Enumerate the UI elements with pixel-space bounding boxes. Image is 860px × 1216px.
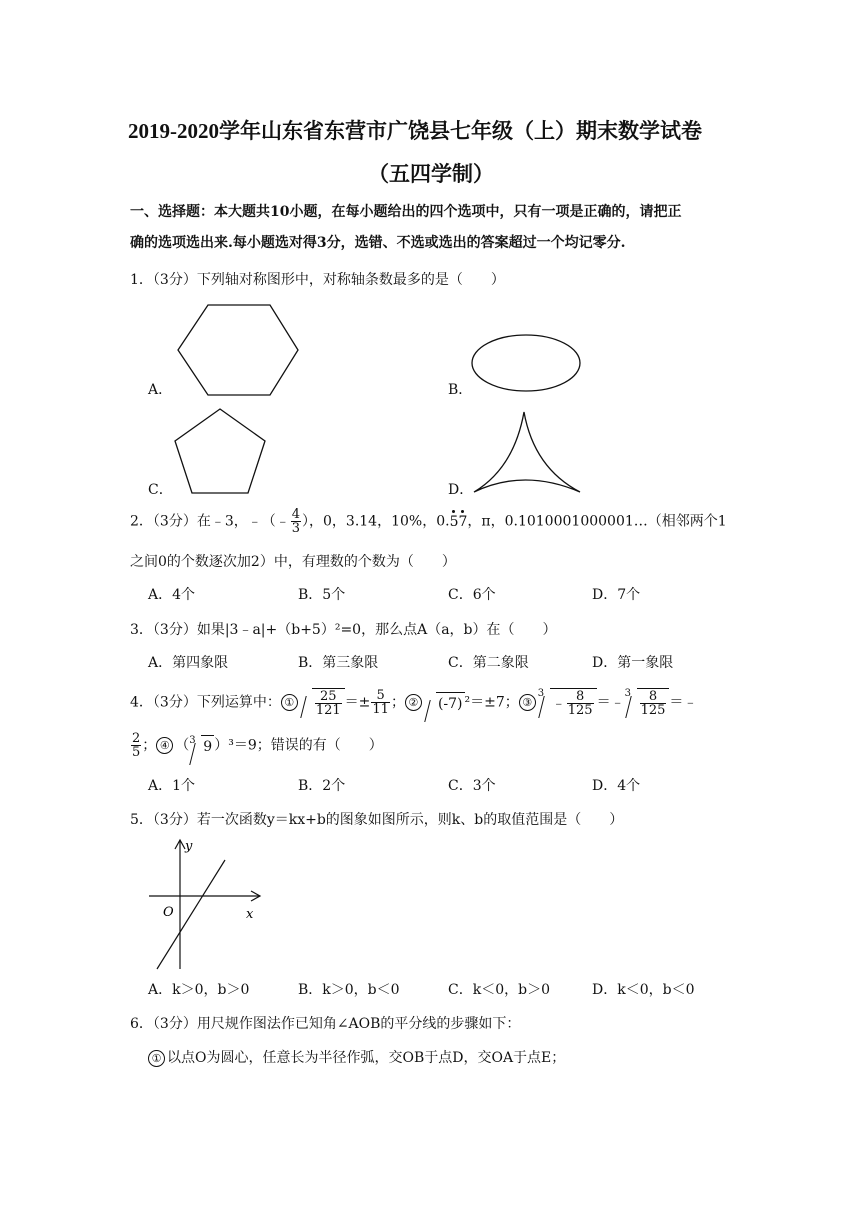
q1-option-c-label: C． [148, 482, 173, 498]
q3-option-b: B．第三象限 [298, 655, 379, 671]
q4-eq-3: ＝﹣ [596, 694, 625, 711]
origin-label: O [163, 905, 174, 920]
q4-cube-root-1-denominator: 125 [567, 703, 593, 718]
q1-option-a-label: A． [148, 382, 173, 398]
q4-circled-4: ④ [156, 737, 173, 754]
q4-option-a: A．1个 [148, 778, 196, 794]
q2-text-part3: ，π，0.1010001000001…（相邻两个1 [467, 513, 727, 530]
q4-lead: 4．（3分）下列运算中： [130, 694, 281, 711]
q4-circled-2: ② [405, 694, 422, 711]
q4-radical-1-denominator: 121 [315, 703, 341, 718]
q4-cube-root-1-index: 3 [537, 688, 545, 699]
q4-fraction-4-denominator: 5 [132, 745, 141, 760]
q2-fraction [291, 508, 301, 535]
q4-fraction-1-denominator: 11 [372, 702, 389, 717]
q4-radical-2-value: (-7) [436, 692, 465, 714]
q2-fraction-denominator: 3 [291, 521, 301, 536]
q4-radical-2 [426, 692, 465, 714]
q6-stem: 6．（3分）用尺规作图法作已知角∠AOB的平分线的步骤如下： [130, 1016, 521, 1032]
q4-fraction-1 [371, 689, 390, 716]
q4-option-b: B．2个 [298, 778, 346, 794]
q2-text-part1: 2．（3分）在﹣3，﹣（﹣ [130, 513, 290, 530]
page-title: 2019-2020学年山东省东营市广饶县七年级（上）期末数学试卷 [128, 119, 702, 143]
q4-radical-1 [302, 688, 345, 717]
q4-separator-1: ； [390, 694, 405, 711]
q5-option-d: D．k＜0，b＜0 [592, 982, 695, 998]
q3-option-a: A．第四象限 [148, 655, 229, 671]
pentagon-figure [170, 405, 270, 497]
q2-option-c: C．6个 [448, 587, 496, 603]
q6-step1-text: 以点O为圆心，任意长为半径作弧，交OB于点D，交OA于点E； [167, 1050, 566, 1066]
q5-option-a: A．k＞0，b＞0 [148, 982, 250, 998]
y-axis-label: y [185, 839, 193, 854]
q5-graph-figure [145, 836, 270, 974]
q2-option-d: D．7个 [592, 587, 641, 603]
q5-option-b: B．k＞0，b＜0 [298, 982, 400, 998]
q4-option-c: C．3个 [448, 778, 496, 794]
q3-option-d: D．第一象限 [592, 655, 674, 671]
q2-option-b: B．5个 [298, 587, 346, 603]
q4-cube-root-1: 3 ﹣ $\frac{8}{125}$ [540, 688, 597, 717]
q4-paren-open: （ [175, 737, 190, 754]
q5-option-c: C．k＜0，b＞0 [448, 982, 550, 998]
q4-cube-root-2-numerator: 8 [640, 690, 667, 704]
q6-step1 [148, 1048, 565, 1068]
page-subtitle: （五四学制） [368, 162, 494, 186]
section-heading-line1: 一、选择题：本大题共10小题，在每小题给出的四个选项中，只有一项是正确的，请把正 [130, 204, 682, 220]
q4-eq-2: ²＝±7； [464, 694, 519, 711]
q4-eq-1: ＝± [344, 694, 371, 711]
q4-option-d: D．4个 [592, 778, 641, 794]
q1-option-b-label: B． [448, 382, 473, 398]
q4-cube-root-3-index: 3 [189, 734, 196, 746]
q4-cube-root-1-numerator: 8 [567, 690, 594, 704]
q4-line1 [130, 688, 697, 717]
q4-cube-root-3-value: 9 [201, 735, 214, 757]
q2-fraction-numerator: 4 [291, 507, 301, 522]
q4-cube-root-2-index: 3 [624, 688, 631, 699]
q2-repeating-decimal [450, 512, 468, 532]
q1-option-d-label: D． [448, 482, 474, 498]
q4-line2 [130, 732, 383, 759]
q4-radical-1-numerator: 25 [315, 690, 342, 704]
q2-option-a: A．4个 [148, 587, 196, 603]
q2-text-part2: ），0，3.14，10%，0. [302, 513, 450, 530]
q4-eq-3b: ＝﹣ [669, 694, 698, 711]
q4-fraction-4 [131, 732, 141, 759]
q4-eq-4: ）³＝9；错误的有（ ） [214, 737, 383, 754]
q4-cube-root-2 [624, 688, 670, 718]
q4-cube-root-2-denominator: 125 [640, 703, 666, 718]
q4-cube-root-3 [191, 735, 214, 757]
q2-line2: 之间0的个数逐次加2）中，有理数的个数为（ ） [130, 554, 456, 570]
q2-repeating-digits: 57 [449, 513, 468, 530]
q2-line1 [130, 508, 727, 535]
hexagon-figure [170, 300, 310, 400]
q1-stem: 1．（3分）下列轴对称图形中，对称轴条数最多的是（ ） [130, 272, 505, 288]
q6-circled-1: ① [148, 1050, 165, 1067]
q4-fraction-1-numerator: 5 [371, 689, 390, 703]
x-axis-label: x [246, 907, 254, 922]
section-heading-line2: 确的选项选出来.每小题选对得3分，选错、不选或选出的答案超过一个均记零分. [130, 235, 626, 251]
q3-stem: 3．（3分）如果|3﹣a|+（b+5）²=0，那么点A（a，b）在（ ） [130, 622, 557, 638]
q5-stem: 5．（3分）若一次函数y＝kx+b的图象如图所示，则k、b的取值范围是（ ） [130, 812, 624, 828]
q4-separator-4: ； [142, 737, 157, 754]
q4-fraction-4-numerator: 2 [132, 731, 141, 746]
q4-circled-3: ③ [519, 694, 536, 711]
q4-circled-1: ① [281, 694, 298, 711]
q3-option-c: C．第二象限 [448, 655, 529, 671]
ellipse-figure [468, 330, 588, 396]
curved-triangle-figure [468, 408, 588, 496]
